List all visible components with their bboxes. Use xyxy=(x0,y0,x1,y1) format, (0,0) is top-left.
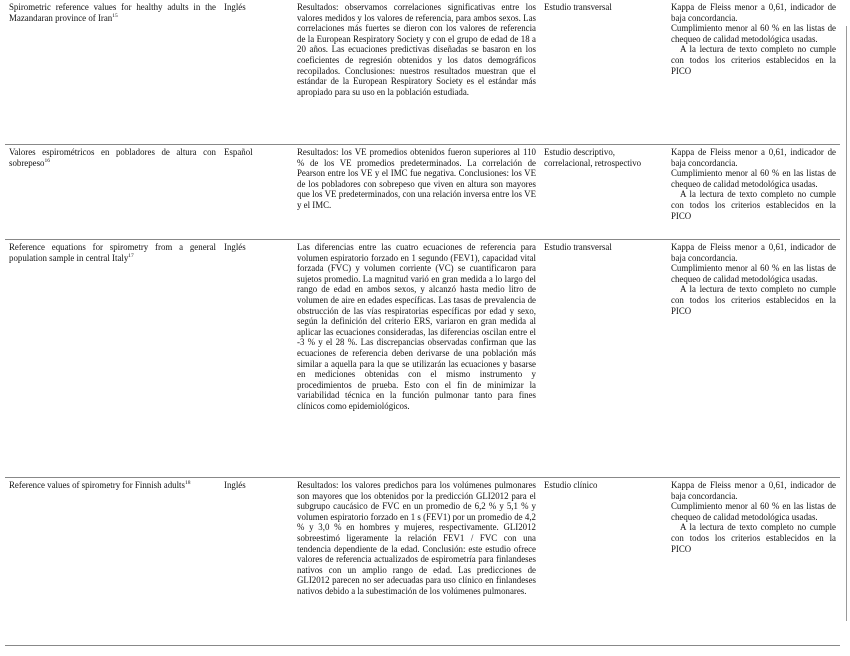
results-cell: Resultados: los valores predichos para los volúmenes pulmonares son mayores que los obtenidos por la predicción GLI2012 para el subgrupo caucásico de FVC en un promedio de 6,2 % y 5,1 % y volumen espiratorio forzado en 1 s (FEV1) por un promedio de 4,2 % y 3,0 % en hombres y mujeres, respectivamente. GLI2012 sobreestimó ligeramente la relación FEV1 / FVC con una tendencia dependiente de la edad. Conclusión: este estudio ofrece valores de referencia actualizados de espirometría para finlandeses nativos con un amplio rango de edad. Las predicciones de GLI2012 parecen no ser adecuadas para uso clínico en finlandeses nativos debido a la subestimación de los volúmenes pulmonares. xyxy=(297,480,536,596)
pico-note: A la lectura de texto completo no cumple con todos los criterios establecidos en la PICO xyxy=(671,189,836,221)
language-cell: Inglés xyxy=(224,480,246,490)
results-cell: Resultados: observamos correlaciones significativas entre los valores medidos y los valores de referencia, para ambos sexos. Las correlaciones más fuertes se dieron con los valores de referencia de la European Respiratory Society y con el grupo de edad de 18 a 20 años. Las ecuaciones predictivas diseñadas se basaron en los coeficientes de regresión obtenidos y los datos demográficos recopilados. Conclusiones: nuestros resultados muestran que el estándar de la European Respiratory Society es el estándar más apropiado para su uso en la población estudiada. xyxy=(297,2,536,97)
study-type-cell: Estudio clínico xyxy=(544,480,598,490)
citation-ref: 17 xyxy=(128,252,134,259)
article-title-cell: Reference values of spirometry for Finnish adults$^{18}$ xyxy=(9,480,191,490)
study-type-cell: Estudio descriptivo, correlacional, retrospectivo xyxy=(544,147,642,168)
language-cell: Español xyxy=(224,147,253,157)
checklist-note: Cumplimiento menor al 60 % en las listas de chequeo de calidad metodológica usadas. xyxy=(671,501,836,522)
pico-note: A la lectura de texto completo no cumple con todos los criterios establecidos en la PICO xyxy=(671,284,836,316)
assessment-cell xyxy=(667,0,840,145)
table-row xyxy=(5,240,840,478)
checklist-note: Cumplimiento menor al 60 % en las listas de chequeo de calidad metodológica usadas. xyxy=(671,23,836,44)
page-edge-line xyxy=(846,26,847,621)
evidence-table-page xyxy=(5,0,840,646)
assessment-cell xyxy=(667,145,840,240)
pico-note: A la lectura de texto completo no cumple con todos los criterios establecidos en la PICO xyxy=(671,522,836,554)
kappa-note: Kappa de Fleiss menor a 0,61, indicador de baja concordancia. xyxy=(671,147,836,168)
kappa-note: Kappa de Fleiss menor a 0,61, indicador de baja concordancia. xyxy=(671,242,836,263)
results-cell: Las diferencias entre las cuatro ecuaciones de referencia para volumen espiratorio forzado en 1 segundo (FEV1), capacidad vital forzada (FVC) y volumen corriente (VC) se cuantificaron para sujetos promedio. La magnitud varió en gran medida a lo largo del rango de edad en ambos sexos, y alcanzó hasta medio litro de volumen de aire en edades específicas. Las tasas de prevalencia de obstrucción de las vías respiratorias específicas por edad y sexo, según la definición del criterio ERS, variaron en gran medida al aplicar las ecuaciones consideradas, las diferencias oscilan entre el -3 % y el 28 %. Las discrepancias observadas confirman que las ecuaciones de referencia deben derivarse de una población más similar a aquella para la que se utilizarán las ecuaciones y basarse en mediciones obtenidas con el mismo instrumento y procedimientos de prueba. Esto con el fin de minimizar la variabilidad técnica en la función pulmonar tanto para fines clínicos como epidemiológicos. xyxy=(297,242,536,411)
checklist-note: Cumplimiento menor al 60 % en las listas de chequeo de calidad metodológica usadas. xyxy=(671,263,836,284)
assessment-cell xyxy=(667,478,840,646)
language-cell: Inglés xyxy=(224,242,246,252)
study-type-cell: Estudio transversal xyxy=(544,2,612,12)
article-title-cell: Reference equations for spirometry from a general population sample in central Italy$^{17}$ xyxy=(9,242,216,263)
checklist-note: Cumplimiento menor al 60 % en las listas de chequeo de calidad metodológica usadas. xyxy=(671,168,836,189)
assessment-cell xyxy=(667,240,840,478)
language-cell: Inglés xyxy=(224,2,246,12)
table-row xyxy=(5,478,840,646)
pico-note: A la lectura de texto completo no cumple con todos los criterios establecidos en la PICO xyxy=(671,44,836,76)
article-title-cell: Spirometric reference values for healthy adults in the Mazandaran province of Iran$^{15}$ xyxy=(9,2,216,23)
citation-ref: 16 xyxy=(44,157,50,164)
table-row xyxy=(5,0,840,145)
results-cell: Resultados: los VE promedios obtenidos fueron superiores al 110 % de los VE promedios predeterminados. La correlación de Pearson entre los VE y el IMC fue negativa. Conclusiones: los VE de los pobladores con sobrepeso que viven en altura son mayores que los VE predeterminados, con una relación inversa entre los VE y el IMC. xyxy=(297,147,536,210)
kappa-note: Kappa de Fleiss menor a 0,61, indicador de baja concordancia. xyxy=(671,480,836,501)
table-row xyxy=(5,145,840,240)
citation-ref: 15 xyxy=(112,12,118,19)
evidence-table xyxy=(5,0,840,646)
kappa-note: Kappa de Fleiss menor a 0,61, indicador de baja concordancia. xyxy=(671,2,836,23)
study-type-cell: Estudio transversal xyxy=(544,242,612,252)
citation-ref: 18 xyxy=(184,480,191,487)
article-title-cell: Valores espirométricos en pobladores de altura con sobrepeso$^{16}$ xyxy=(9,147,216,168)
